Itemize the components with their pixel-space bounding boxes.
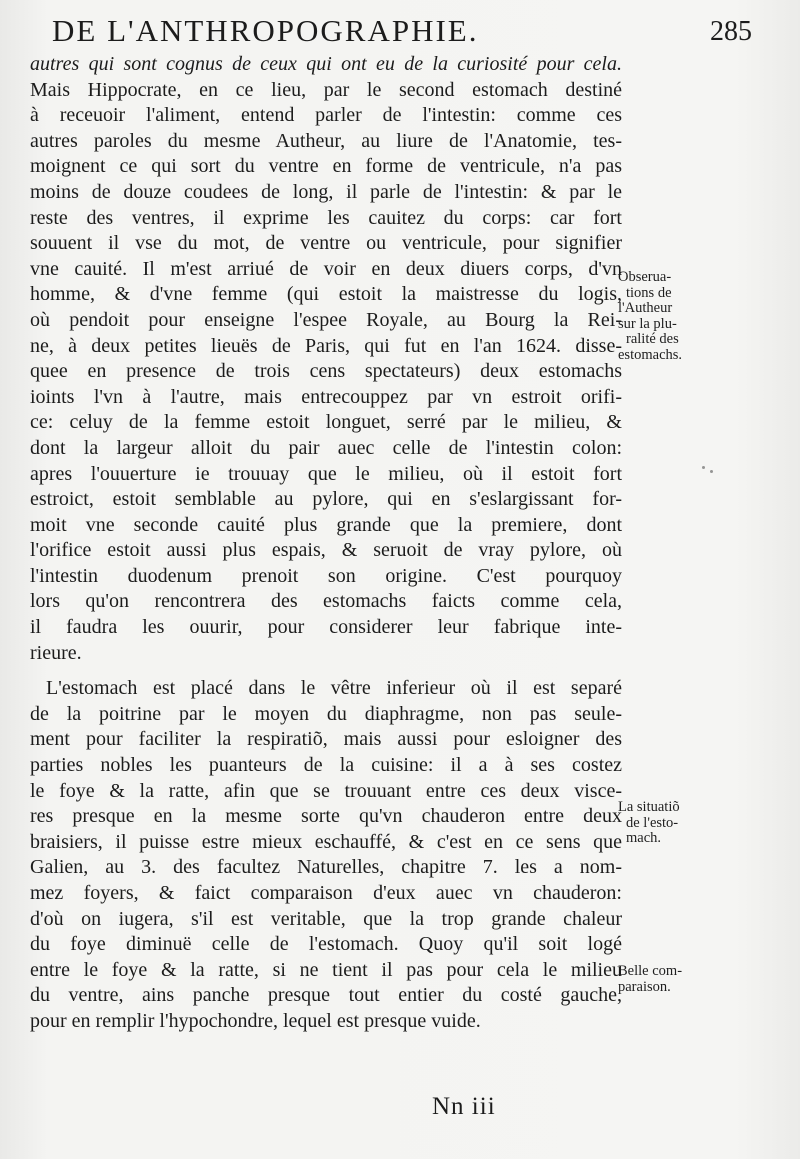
- ink-speck: [702, 466, 705, 469]
- margin-note-line: Belle com-: [618, 963, 683, 979]
- text-line: lors qu'on rencontrera des estomachs faicts comme cela,: [30, 590, 622, 613]
- margin-note-line: sur la plu-: [618, 315, 677, 332]
- margin-note-line: tions de: [626, 284, 672, 301]
- margin-note-line: La situatiõ: [618, 799, 680, 815]
- text-line: du foye diminuë celle de l'estomach. Quoy qu'il soit logé: [30, 933, 622, 956]
- text-line: ne, à deux petites lieuës de Paris, qui fut en l'an 1624. disse-: [30, 334, 622, 357]
- text-line: l'orifice estoit aussi plus espais, & seruoit de vray pylore, où: [30, 539, 622, 562]
- margin-note-line: paraison.: [618, 978, 671, 995]
- text-line: rieure.: [30, 641, 82, 664]
- body-text: [30, 52, 622, 1035]
- page-number: 285: [710, 16, 752, 47]
- text-line: ment pour faciliter la respiratiõ, mais aussi pour esloigner des: [30, 728, 622, 751]
- text-line: parties nobles les puanteurs de la cuisine: il a à ses costez: [30, 754, 622, 777]
- text-line: Galien, au 3. des facultez Naturelles, chapitre 7. les a nom-: [30, 856, 622, 879]
- text-line: autres paroles du mesme Autheur, au liure de l'Anatomie, tes-: [30, 129, 622, 152]
- text-line: pour en remplir l'hypochondre, lequel est presque vuide.: [30, 1009, 481, 1032]
- text-line: braisiers, il puisse estre mieux eschauffé, & c'est en ce sens que: [30, 830, 622, 853]
- text-line: estroict, estoit semblable au pylore, qui en s'eslargissant for-: [30, 488, 622, 511]
- text-line: reste des ventres, il exprime les cauitez du corps: car fort: [30, 206, 622, 229]
- text-line: l'intestin duodenum prenoit son origine. C'est pourquoy: [30, 564, 622, 587]
- text-line: quee en presence de trois cens spectateurs) deux estomachs: [30, 360, 622, 383]
- text-line: à receuoir l'aliment, entend parler de l'intestin: comme ces: [30, 104, 622, 127]
- text-line: où pendoit pour enseigne l'espee Royale, au Bourg la Rei-: [30, 308, 622, 331]
- text-line: Mais Hippocrate, en ce lieu, par le second estomach destiné: [30, 78, 622, 101]
- text-line: entre le foye & la ratte, si ne tient il pas pour cela le milieu: [30, 958, 622, 981]
- margin-note-line: estomachs.: [618, 346, 683, 363]
- margin-note-line: l'Autheur: [618, 300, 673, 316]
- ink-speck: [710, 470, 713, 473]
- text-line: mez foyers, & faict comparaison d'eux auec vn chauderon:: [30, 882, 622, 904]
- text-line: moignent ce qui sort du ventre en forme de ventricule, n'a pas: [30, 155, 622, 178]
- margin-note-situation: [618, 800, 714, 847]
- text-line: ioints l'vn à l'autre, mais entrecouppez par vn estroit orifi-: [30, 385, 622, 408]
- text-line: de la poitrine par le moyen du diaphragme, non pas seule-: [30, 702, 622, 725]
- text-line: L'estomach est placé dans le vêtre inferieur où il est separé: [46, 677, 622, 700]
- text-line: res presque en la mesme sorte qu'vn chauderon entre deux: [30, 805, 622, 828]
- text-line: homme, & d'vne femme (qui estoit la maistresse du logis,: [30, 283, 622, 306]
- margin-note-observations: [618, 270, 714, 363]
- text-line: moins de douze coudees de long, il parle de l'intestin: & par le: [30, 180, 622, 203]
- margin-note-comparison: [618, 964, 714, 995]
- text-line: autres qui sont cognus de ceux qui ont eu de la curiosité pour cela.: [30, 53, 622, 75]
- running-title: DE L'ANTHROPOGRAPHIE.: [52, 13, 479, 48]
- text-line: dont la largeur alloit du pair auec celle de l'intestin colon:: [30, 436, 622, 459]
- text-line: ce: celuy de la femme estoit longuet, serré par le milieu, &: [30, 411, 622, 434]
- text-line: le foye & la ratte, afin que se trouuant entre ces deux visce-: [30, 779, 622, 802]
- margin-note-line: ralité des: [626, 331, 679, 347]
- text-line: il faudra les ouurir, pour considerer leur fabrique inte-: [30, 616, 622, 639]
- text-line: apres l'ouuerture ie trouuay que le milieu, où il estoit fort: [30, 462, 622, 485]
- margin-note-line: de l'esto-: [626, 814, 679, 831]
- text-line: du ventre, ains panche presque tout entier du costé gauche,: [30, 984, 622, 1007]
- margin-note-line: mach.: [626, 830, 662, 846]
- text-line: d'où on iugera, s'il est veritable, que la trop grande chaleur: [30, 907, 622, 930]
- margin-note-line: Obserua-: [618, 269, 672, 285]
- signature-mark: Nn iii: [432, 1093, 496, 1120]
- text-line: vne cauité. Il m'est arriué de voir en deux diuers corps, d'vn: [30, 257, 622, 280]
- text-line: souuent il vse du mot, de ventre ou ventricule, pour signifier: [30, 232, 622, 255]
- text-line: moit vne seconde cauité plus grande que la premiere, dont: [30, 513, 622, 536]
- running-head: [52, 10, 752, 50]
